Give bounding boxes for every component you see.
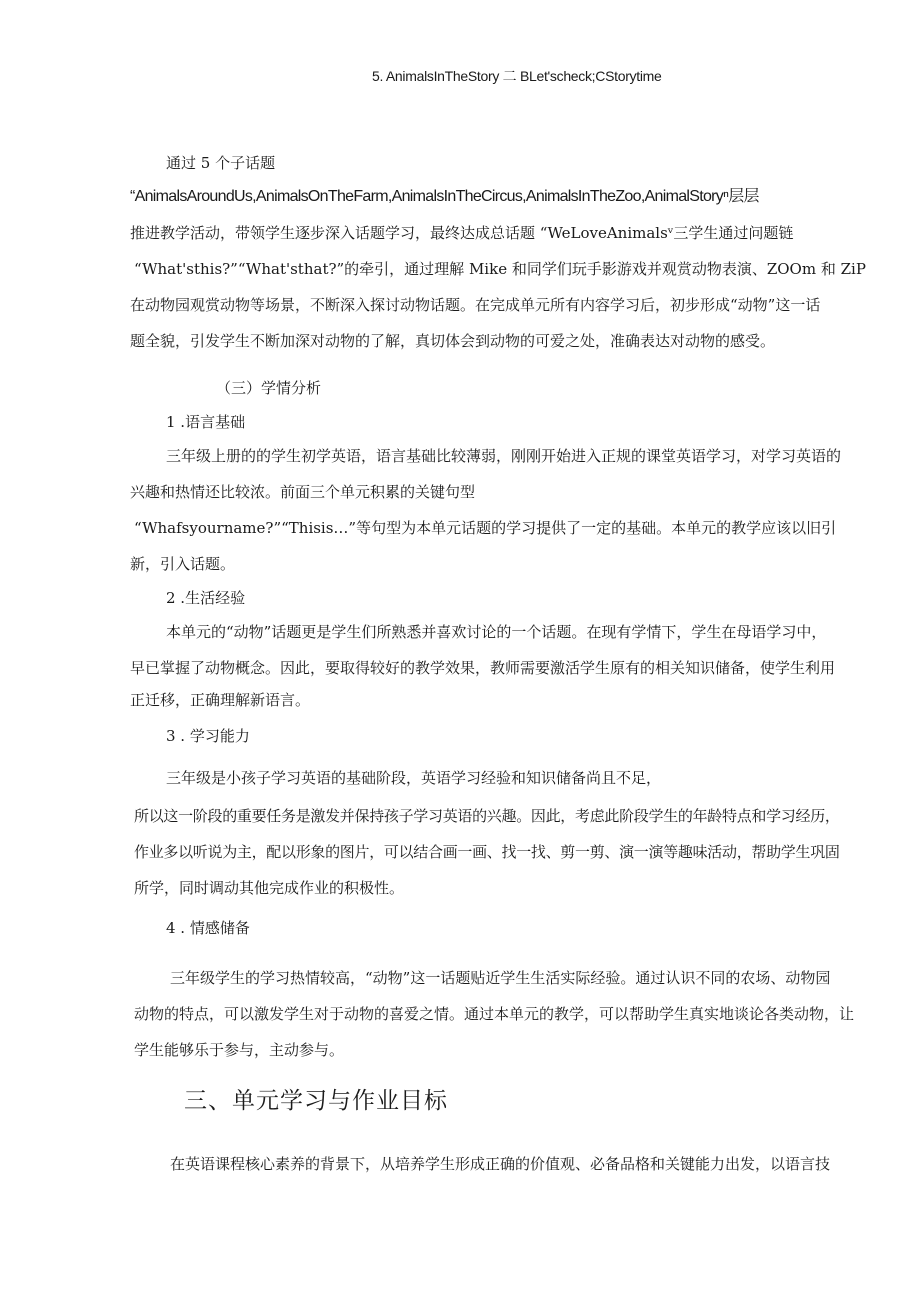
paragraph-line: 作业多以听说为主，配以形象的图片，可以结合画一画、找一找、剪一剪、演一演等趣味活动，帮助学生巩固: [134, 843, 840, 861]
paragraph-line: 所学，同时调动其他完成作业的积极性。: [134, 879, 405, 897]
subheading-3: 3 . 学习能力: [166, 727, 250, 745]
subheading-1: 1 .语言基础: [166, 413, 246, 431]
paragraph-line: 三年级学生的学习热情较高，“动物”这一话题贴近学生生活实际经验。通过认识不同的农场、动物园: [170, 969, 831, 987]
chapter-heading: 三、单元学习与作业目标: [184, 1088, 448, 1114]
section-heading-3: （三）学情分析: [216, 379, 322, 397]
paragraph-line: 推进教学活动，带领学生逐步深入话题学习，最终达成总话题 “WeLoveAnimalsᵛ三学生通过问题链: [130, 224, 794, 242]
paragraph-line: 早已掌握了动物概念。因此，要取得较好的教学效果，教师需要激活学生原有的相关知识储备，使学生利用: [130, 659, 836, 677]
paragraph-line: 本单元的“动物”话题更是学生们所熟悉并喜欢讨论的一个话题。在现有学情下，学生在母语学习中，: [166, 623, 827, 641]
subheading-2: 2 .生活经验: [166, 589, 246, 607]
paragraph-line: 正迁移，正确理解新语言。: [130, 691, 311, 709]
paragraph-line: 学生能够乐于参与，主动参与。: [134, 1041, 345, 1059]
paragraph-line: 三年级上册的的学生初学英语，语言基础比较薄弱，刚刚开始进入正规的课堂英语学习，对学习英语的: [166, 447, 842, 465]
paragraph-line: 在动物园观赏动物等场景，不断深入探讨动物话题。在完成单元所有内容学习后，初步形成“动物”这一话: [130, 296, 821, 314]
paragraph-line: 所以这一阶段的重要任务是激发并保持孩子学习英语的兴趣。因此，考虑此阶段学生的年龄特点和学习经历，: [134, 807, 840, 825]
paragraph-line: 题全貌，引发学生不断加深对动物的了解，真切体会到动物的可爱之处，准确表达对动物的感受。: [130, 332, 776, 350]
paragraph-line: 在英语课程核心素养的背景下，从培养学生形成正确的价值观、必备品格和关键能力出发，以语言技: [170, 1155, 831, 1173]
paragraph-line: “AnimalsAroundUs,AnimalsOnTheFarm,AnimalsInTheCircus,AnimalsInTheZoo,AnimalStoryⁿ层层: [130, 188, 759, 205]
unit-item-5: 5. AnimalsInTheStory 二 BLet'scheck;CStorytime: [372, 68, 662, 84]
paragraph-line: 三年级是小孩子学习英语的基础阶段，英语学习经验和知识储备尚且不足，: [166, 769, 662, 787]
paragraph-line: “Whafsyourname?”“Thisis…”等句型为本单元话题的学习提供了一定的基础。本单元的教学应该以旧引: [134, 519, 837, 537]
paragraph-line: 新，引入话题。: [130, 555, 236, 573]
subheading-4: 4 . 情感储备: [166, 919, 250, 937]
paragraph-line: 动物的特点，可以激发学生对于动物的喜爱之情。通过本单元的教学，可以帮助学生真实地谈论各类动物，让: [134, 1005, 855, 1023]
paragraph-line: 兴趣和热情还比较浓。前面三个单元积累的关键句型: [130, 483, 476, 501]
paragraph-line: “What'sthis?”“What'sthat?”的牵引，通过理解 Mike 和同学们玩手影游戏并观赏动物表演、ZOOm 和 ZiP: [134, 260, 866, 278]
paragraph-line: 通过 5 个子话题: [166, 154, 276, 172]
